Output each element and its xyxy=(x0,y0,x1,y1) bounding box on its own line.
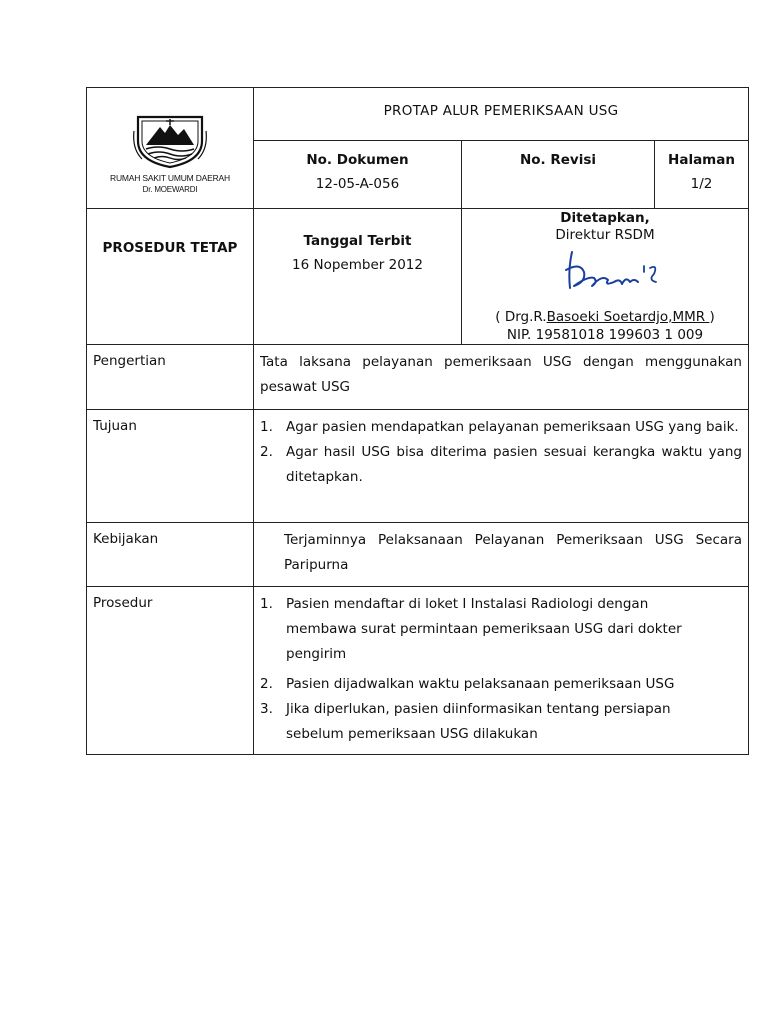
revision-label: No. Revisi xyxy=(519,152,597,168)
issue-date-value: 16 Nopember 2012 xyxy=(292,257,423,273)
hospital-emblem xyxy=(132,111,208,169)
document-title-cell xyxy=(254,88,749,141)
definition-text-cell xyxy=(254,345,749,410)
list-item: 1. Pasien mendaftar di loket I Instalasi Radiologi dengan membawa surat permintaan pemeriksaan USG dari dokter pengirim xyxy=(260,596,682,662)
signature-image xyxy=(462,244,748,302)
definition-text: Tata laksana pelayanan pemeriksaan USG dengan menggunakan pesawat USG xyxy=(260,354,742,395)
page-cell xyxy=(655,141,749,209)
procedure-type-label: PROSEDUR TETAP xyxy=(102,240,238,256)
procedure-list-cell xyxy=(254,587,749,755)
purpose-list xyxy=(260,415,742,490)
signer-suffix: ) xyxy=(709,309,715,325)
list-item: 2. Pasien dijadwalkan waktu pelaksanaan pemeriksaan USG xyxy=(260,676,675,692)
hospital-logo-cell xyxy=(87,88,254,209)
document-sheet xyxy=(86,87,748,755)
purpose-label: Tujuan xyxy=(93,418,137,434)
signer-line xyxy=(462,308,748,326)
approval-cell xyxy=(462,209,749,345)
definition-label: Pengertian xyxy=(93,353,166,369)
sop-table xyxy=(86,87,749,755)
page-label: Halaman xyxy=(668,152,735,168)
revision-cell xyxy=(462,141,655,209)
list-item: 1. Agar pasien mendapatkan pelayanan pemeriksaan USG yang baik. xyxy=(260,419,739,435)
doc-number-label: No. Dokumen xyxy=(306,152,409,168)
policy-text-cell xyxy=(254,523,749,587)
procedure-list xyxy=(260,592,742,747)
policy-text: Terjaminnya Pelaksanaan Pelayanan Pemeriksaan USG Secara Paripurna xyxy=(284,532,742,573)
procedure-type-cell xyxy=(87,209,254,345)
page-value: 1/2 xyxy=(690,176,713,192)
hospital-name: RUMAH SAKIT UMUM DAERAH xyxy=(110,173,230,183)
procedure-label-cell xyxy=(87,587,254,755)
approval-label: Ditetapkan, xyxy=(560,210,650,226)
list-item: 2. Agar hasil USG bisa diterima pasien sesuai kerangka waktu yang ditetapkan. xyxy=(260,444,742,485)
purpose-list-cell xyxy=(254,410,749,523)
hospital-director-name: Dr. MOEWARDI xyxy=(142,185,198,194)
issue-date-cell xyxy=(254,209,462,345)
doc-number-value: 12-05-A-056 xyxy=(315,176,400,192)
list-item: 3. Jika diperlukan, pasien diinformasikan tentang persiapan sebelum pemeriksaan USG dilakukan xyxy=(260,701,671,742)
procedure-label: Prosedur xyxy=(93,595,153,611)
signer-nip: NIP. 19581018 199603 1 009 xyxy=(506,327,704,343)
signer-name: Basoeki Soetardjo,MMR xyxy=(546,309,710,325)
definition-label-cell xyxy=(87,345,254,410)
document-title: PROTAP ALUR PEMERIKSAAN USG xyxy=(383,103,619,119)
policy-label-cell xyxy=(87,523,254,587)
doc-number-cell xyxy=(254,141,462,209)
director-title: Direktur RSDM xyxy=(555,227,655,243)
purpose-label-cell xyxy=(87,410,254,523)
policy-label: Kebijakan xyxy=(93,531,159,547)
signer-prefix: ( Drg.R. xyxy=(495,309,547,325)
issue-date-label: Tanggal Terbit xyxy=(303,233,412,249)
